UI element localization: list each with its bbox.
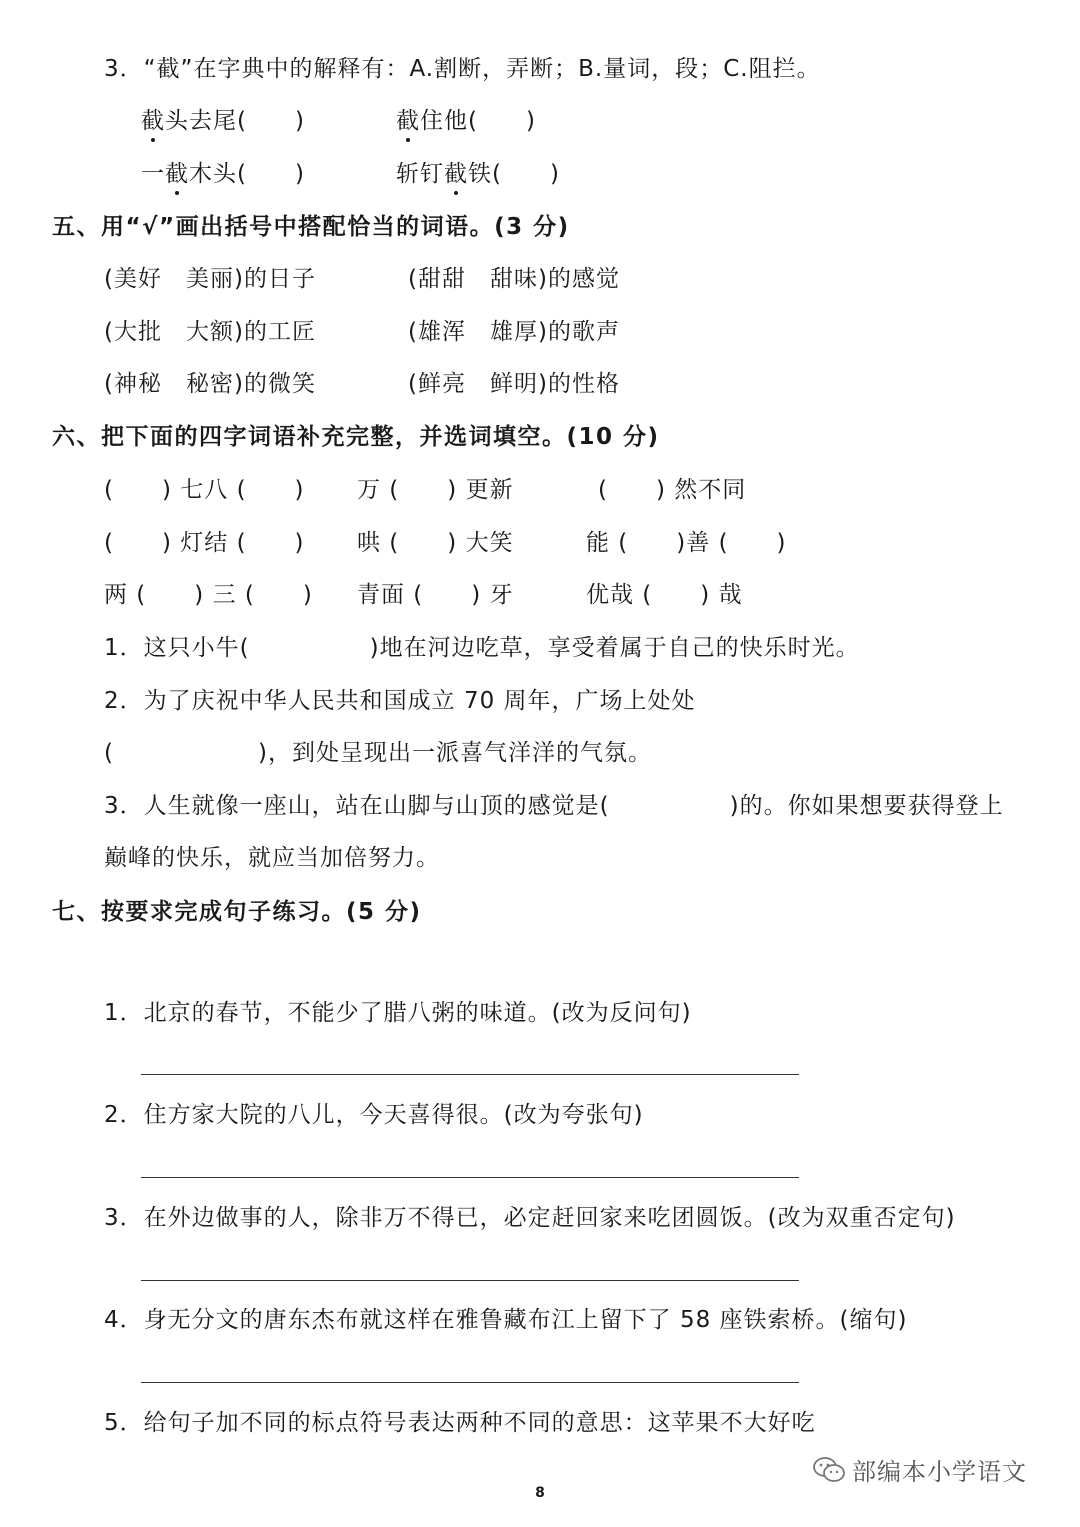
word-zhandingjietie (396, 159, 560, 189)
word-yijiemutou (141, 159, 305, 189)
page-number: 8 (535, 1485, 545, 1501)
q6-s2a: 2．为了庆祝中华人民共和国成立 70 周年，广场上处处 (104, 688, 696, 714)
q6-r1c: ( ) 然不同 (598, 477, 747, 503)
word-rest: 住他( ) (420, 108, 536, 134)
q7-s5: 5．给句子加不同的标点符号表达两种不同的意思：这苹果不大好吃 (104, 1410, 816, 1436)
q5-row3a: (神秘 秘密)的微笑 (104, 371, 316, 397)
watermark (812, 1452, 1027, 1487)
q6-r3b: 青面 ( ) 牙 (357, 582, 514, 608)
q5-row1b: (甜甜 甜味)的感觉 (408, 266, 620, 292)
answer-line[interactable] (141, 1074, 799, 1075)
q6-s3b: 巅峰的快乐，就应当加倍努力。 (104, 845, 440, 871)
q5-row3b: (鲜亮 鲜明)的性格 (408, 371, 620, 397)
q5-row2a: (大批 大额)的工匠 (104, 319, 316, 345)
q6-s2b: ( )，到处呈现出一派喜气洋洋的气氛。 (104, 740, 652, 766)
q7-s4: 4．身无分文的唐东杰布就这样在雅鲁藏布江上留下了 58 座铁索桥。(缩句) (104, 1307, 908, 1333)
q6-s1: 1．这只小牛( )地在河边吃草，享受着属于自己的快乐时光。 (104, 635, 860, 661)
word-rest: 木头( ) (189, 161, 305, 187)
q6-r2a: ( ) 灯结 ( ) (104, 530, 305, 556)
q7-s3: 3．在外边做事的人，除非万不得已，必定赶回家来吃团圆饭。(改为双重否定句) (104, 1205, 956, 1231)
dotted-char: 截 (396, 108, 420, 134)
dotted-char: 截 (141, 108, 165, 134)
q4-item3: 3．“截”在字典中的解释有：A.割断，弄断；B.量词，段；C.阻拦。 (104, 56, 821, 82)
q5-row1a: (美好 美丽)的日子 (104, 266, 316, 292)
word-jietouquwei (141, 106, 305, 136)
q6-r3c: 优哉 ( ) 哉 (586, 582, 743, 608)
q7-title: 七、按要求完成句子练习。(5 分) (52, 899, 422, 925)
dotted-char: 截 (165, 161, 189, 187)
q6-r1b: 万 ( ) 更新 (357, 477, 514, 503)
dotted-char: 截 (444, 161, 468, 187)
answer-line[interactable] (141, 1280, 799, 1281)
answer-line[interactable] (141, 1382, 799, 1383)
word-rest: 铁( ) (468, 161, 560, 187)
q5-title: 五、用“√”画出括号中搭配恰当的词语。(3 分) (52, 214, 570, 240)
word-rest: 头去尾( ) (165, 108, 305, 134)
q7-s1: 1．北京的春节，不能少了腊八粥的味道。(改为反问句) (104, 1000, 692, 1026)
q6-r1a: ( ) 七八 ( ) (104, 477, 305, 503)
word-pre: 斩钉 (396, 161, 444, 187)
q6-r2b: 哄 ( ) 大笑 (357, 530, 514, 556)
word-jiezhuta (396, 106, 536, 136)
q6-r2c: 能 ( )善 ( ) (586, 530, 787, 556)
q6-s3a: 3．人生就像一座山，站在山脚与山顶的感觉是( )的。你如果想要获得登上 (104, 793, 1004, 819)
answer-line[interactable] (141, 1177, 799, 1178)
wechat-icon (812, 1456, 846, 1484)
q6-r3a: 两 ( ) 三 ( ) (104, 582, 313, 608)
q7-s2: 2．住方家大院的八儿，今天喜得很。(改为夸张句) (104, 1102, 644, 1128)
word-pre: 一 (141, 161, 165, 187)
q5-row2b: (雄浑 雄厚)的歌声 (408, 319, 620, 345)
watermark-text: 部编本小学语文 (852, 1458, 1027, 1486)
q6-title: 六、把下面的四字词语补充完整，并选词填空。(10 分) (52, 424, 660, 450)
